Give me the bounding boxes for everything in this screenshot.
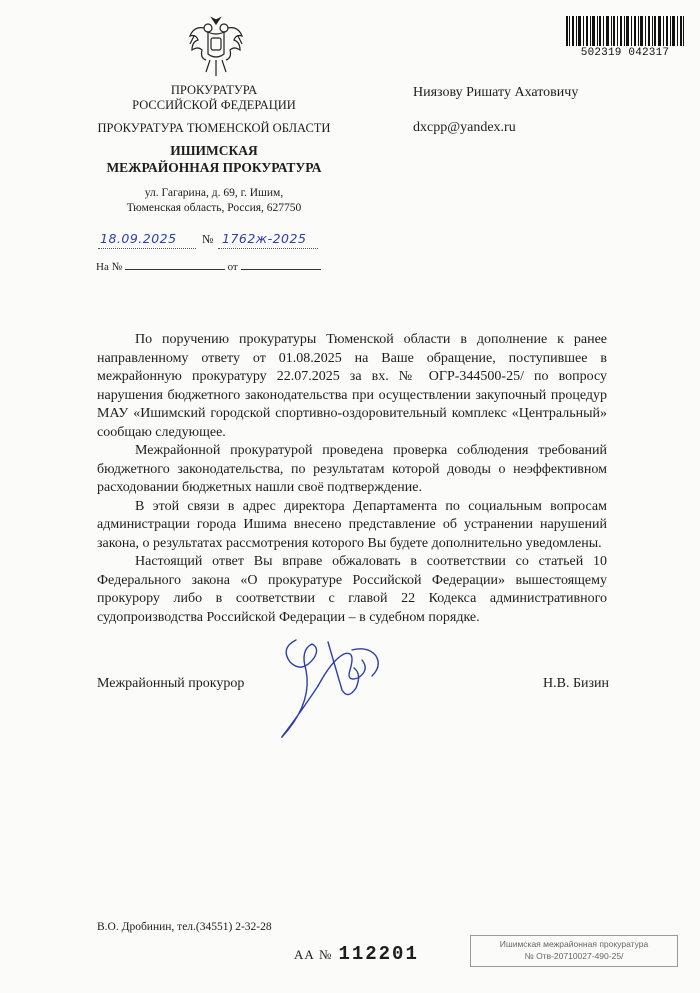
handwritten-signature (258, 630, 388, 745)
stamp-line-2: № Отв-20710027-490-25/ (524, 951, 624, 961)
org-name-line-1: ПРОКУРАТУРА (170, 83, 258, 97)
body-paragraph-4: Настоящий ответ Вы вправе обжаловать в соответствии со статьей 10 Федерального закона «О прокуратуре Российской Федерации» вышестоящему прокурору либо в соответствии с главой 22 Кодекса административного судопроизводства Российской Федерации – в судебном порядке. (97, 554, 607, 625)
series-label: АА № (294, 947, 333, 962)
body-paragraph-2: Межрайонной прокуратурой проведена проверка соблюдения требований бюджетного законодательства, по результатам которой доводы о неэффективном расходовании бюджетных нашли своё подтверждение. (97, 443, 607, 495)
barcode-number: 502319 042317 (580, 47, 670, 59)
registration-stamp (470, 935, 678, 967)
registration-number: 1762ж-2025 (222, 231, 307, 246)
signer-position: Межрайонный прокурор (97, 676, 245, 691)
office-name-line-2: МЕЖРАЙОННАЯ ПРОКУРАТУРА (106, 160, 322, 175)
body-paragraph-3: В этой связи в адрес директора Департамента по социальным вопросам администрации города Ишима внесено представление об устранении нарушений закона, о результатах рассмотрения которого Вы будете дополнительно уведомлены. (97, 498, 607, 551)
recipient-name: Ниязову Ришату Ахатовичу (413, 85, 579, 100)
letter-body (97, 331, 607, 627)
office-name-line-1: ИШИМСКАЯ (170, 143, 258, 158)
reference-from-label: от (227, 261, 238, 273)
recipient-email: dxcpp@yandex.ru (413, 120, 516, 135)
address-line-2: Тюменская область, Россия, 627750 (126, 202, 302, 214)
address-line-1: ул. Гагарина, д. 69, г. Ишим, (144, 187, 284, 199)
org-name-line-3: ПРОКУРАТУРА ТЮМЕНСКОЙ ОБЛАСТИ (97, 121, 331, 135)
double-headed-eagle-emblem-icon (186, 14, 246, 80)
body-paragraph-1: По поручению прокуратуры Тюменской области в дополнение к ранее направленному ответу от 01.08.2025 на Ваше обращение, поступившее в межрайонную прокуратуру 22.07.2025 за вх. № ОГР-344500-25/ по вопросу нарушения бюджетного законодательства при осуществлении закупочный процедур МАУ «Ишимский городской спортивно-оздоровительный комплекс «Центральный» сообщаю следующее. (97, 332, 607, 440)
series-number: 112201 (338, 943, 419, 965)
stamp-line-1: Ишимская межрайонная прокуратура (499, 939, 649, 949)
reference-label: На № (96, 261, 123, 273)
signer-name: Н.В. Бизин (543, 676, 609, 691)
org-name-line-2: РОССИЙСКОЙ ФЕДЕРАЦИИ (132, 98, 296, 112)
form-series (294, 943, 419, 965)
registration-number-label: № (202, 232, 214, 246)
registration-date: 18.09.2025 (100, 231, 177, 246)
registration-line (98, 231, 338, 251)
executor-contact: В.О. Дробинин, тел.(34551) 2-32-28 (97, 921, 272, 933)
reference-line (96, 259, 336, 273)
